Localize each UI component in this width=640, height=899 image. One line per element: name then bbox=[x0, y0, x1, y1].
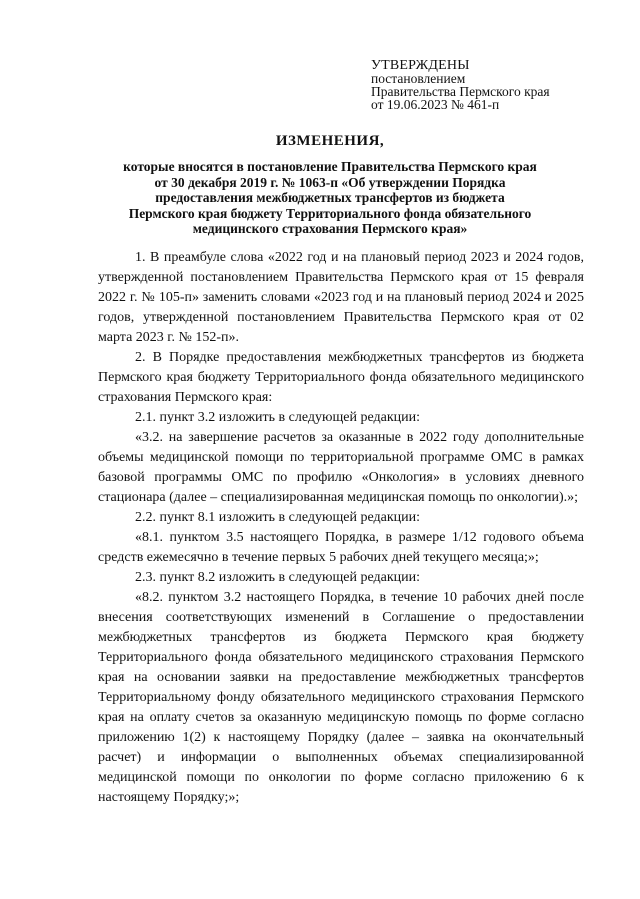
heading-subtitle-line: от 30 декабря 2019 г. № 1063-п «Об утверждении Порядка bbox=[154, 174, 506, 190]
heading-title: ИЗМЕНЕНИЯ, bbox=[275, 133, 385, 149]
heading-subtitle bbox=[90, 159, 570, 237]
approval-line-3: от 19.06.2023 № 461-п bbox=[371, 97, 500, 112]
paragraph-2-3: 2.3. пункт 8.2 изложить в следующей редакции: bbox=[135, 570, 420, 585]
paragraph-1: 1. В преамбуле слова «2022 год и на плановый период 2023 и 2024 годов, утвержденной постановлением Правительства Пермского края от 15 февраля 2022 г. № 105-п» заменить словами «2023 год и на плановый период 2024 и 2025 годов, утвержденной постановлением Правительства Пермского края от 02 марта 2023 г. № 152-п». bbox=[98, 250, 584, 345]
paragraph-8-1-text: «8.1. пунктом 3.5 настоящего Порядка, в размере 1/12 годового объема средств ежемесячно в течение первых 5 рабочих дней текущего месяца;»; bbox=[98, 530, 584, 565]
approval-stamp bbox=[371, 59, 550, 111]
paragraph-2: 2. В Порядке предоставления межбюджетных трансфертов из бюджета Пермского края бюджету Территориального фонда обязательного медицинского страхования Пермского края: bbox=[98, 350, 584, 405]
approval-line-2: Правительства Пермского края bbox=[371, 84, 550, 99]
heading-subtitle-line: Пермского края бюджету Территориального фонда обязательного bbox=[128, 205, 532, 221]
document-heading bbox=[90, 133, 570, 237]
paragraph-2-2: 2.2. пункт 8.1 изложить в следующей редакции: bbox=[135, 510, 420, 525]
heading-subtitle-line: предоставления межбюджетных трансфертов из бюджета bbox=[155, 190, 505, 205]
paragraph-3-2-text: «3.2. на завершение расчетов за оказанные в 2022 году дополнительные объемы медицинской помощи по территориальной программе ОМС в рамках базовой программы ОМС по профилю «Онкология» в условиях дневного стационара (далее – специализированная медицинская помощь по онкологии).»; bbox=[98, 430, 584, 505]
paragraph-2-1: 2.1. пункт 3.2 изложить в следующей редакции: bbox=[135, 410, 420, 425]
document-body bbox=[98, 248, 584, 808]
approval-line-1: постановлением bbox=[371, 71, 466, 86]
heading-subtitle-line: медицинского страхования Пермского края» bbox=[192, 221, 468, 236]
heading-subtitle-line: которые вносятся в постановление Правительства Пермского края bbox=[123, 159, 537, 174]
approval-title: УТВЕРЖДЕНЫ bbox=[371, 58, 470, 73]
paragraph-8-2-text: «8.2. пунктом 3.2 настоящего Порядка, в течение 10 рабочих дней после внесения соответствующих изменений в Соглашение о предоставлении межбюджетных трансфертов из бюджета Пермского края бюджету Территориального фонда обязательного медицинского страхования Пермского края на основании заявки на предоставление межбюджетных трансфертов Территориальному фонду обязательного медицинского страхования Пермского края на оплату счетов за оказанную медицинскую помощь по форме согласно приложению 1(2) к настоящему Порядку (далее – заявка на окончательный расчет) и информации о выполненных объемах специализированной медицинской помощи по онкологии по форме согласно приложению 6 к настоящему Порядку;»; bbox=[98, 590, 584, 805]
